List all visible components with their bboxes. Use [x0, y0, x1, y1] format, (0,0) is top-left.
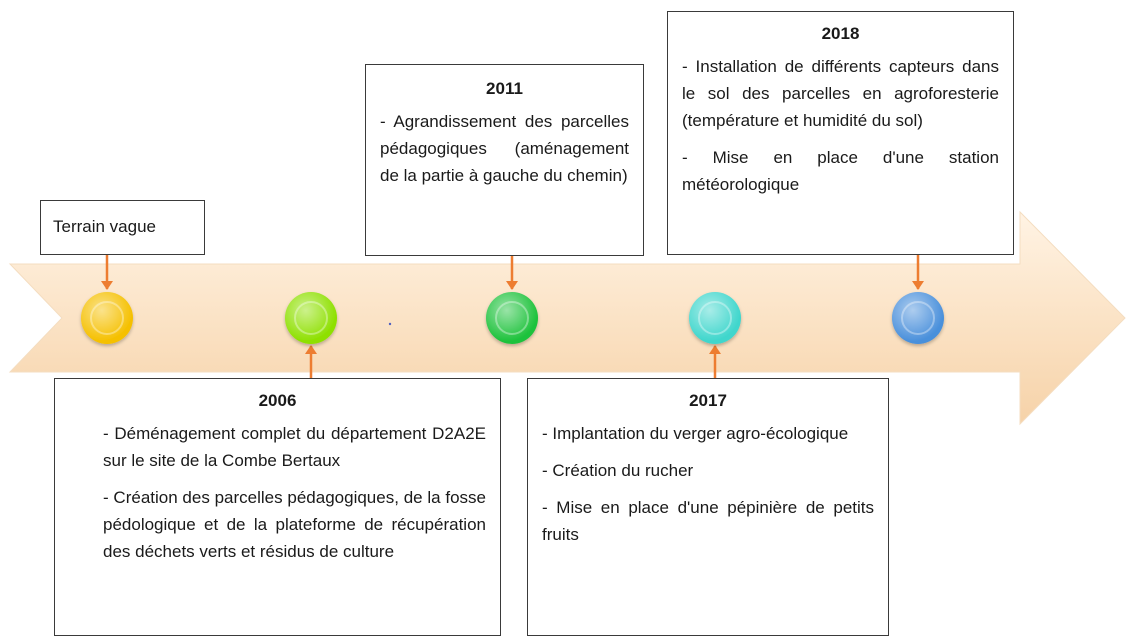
event-2018	[667, 11, 1014, 255]
marker-shine	[892, 292, 944, 344]
event-2017	[527, 378, 889, 636]
marker-terrain-vague	[81, 292, 133, 344]
event-2017-item: - Mise en place d'une pépinière de petits fruits	[542, 498, 874, 544]
marker-shine	[285, 292, 337, 344]
event-2017-year: 2017	[689, 391, 727, 410]
event-2011-item: - Agrandissement des parcelles pédagogiques (aménagement de la partie à gauche du chemin)	[380, 112, 629, 185]
event-2011-year: 2011	[486, 79, 523, 98]
event-2018-item: - Installation de différents capteurs dans le sol des parcelles en agroforesterie (température et humidité du sol)	[682, 57, 999, 130]
marker-2006	[285, 292, 337, 344]
marker-2011	[486, 292, 538, 344]
event-terrain-vague	[40, 200, 205, 255]
marker-shine	[486, 292, 538, 344]
event-2017-item: - Création du rucher	[542, 461, 694, 480]
event-2006-item: - Déménagement complet du département D2A2E sur le site de la Combe Bertaux	[103, 424, 486, 470]
event-2011	[365, 64, 644, 256]
event-2017-item: - Implantation du verger agro-écologique	[542, 424, 849, 443]
stray-dot	[389, 323, 391, 325]
marker-shine	[689, 292, 741, 344]
event-2018-item: - Mise en place d'une station météorologique	[682, 148, 999, 194]
event-2006-item: - Création des parcelles pédagogiques, de la fosse pédologique et de la plateforme de récupération des déchets verts et résidus de culture	[103, 488, 486, 561]
event-terrain-vague-text: Terrain vague	[53, 217, 157, 236]
marker-2017	[689, 292, 741, 344]
marker-shine	[81, 292, 133, 344]
marker-2018	[892, 292, 944, 344]
event-2006-year: 2006	[258, 391, 297, 410]
event-2006	[54, 378, 501, 636]
event-2018-year: 2018	[821, 24, 860, 43]
